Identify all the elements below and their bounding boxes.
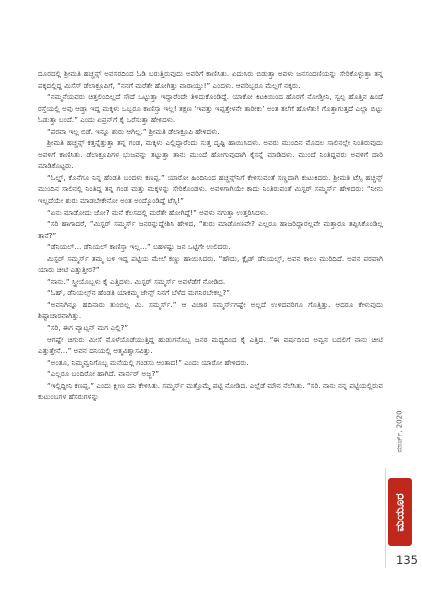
article-paragraph: ದೂರದಲ್ಲಿ ಶ್ರೀಮತಿ ಹಚ್ಚನ್ಸ್ ಅವಸರದಿಂದ ಓಡಿ ಬರುತ್ತಿರುವುದು ಅವರಿಗೆ ಕಾಣಿಸಿತು. ಏದುಸಿರು ಬಿಡುತ್ತಾ ಅವಳು ಜನಸಂದಣಿಯನ್ನು ಸೇರಿಕೊಳ್ಳುತ್ತಾ ತನ್ನ ಪಕ್ಕದಲ್ಲಿದ್ದ ಮಿಸೆಸ್ ಡೆಲಾಕ್ರೂಪಿಗೆ, “ನನಗೆ ಮರೆತೇ ಹೋಗಿತ್ತು ವಾರಾಯ್ತು!” ಎಂದಳು. ಆವರಿಬ್ಬರೂ ಮೆಲ್ಲಗೆ ನಕ್ಕರು. [38,69,383,90]
article-paragraph: ಶ್ರೀಮತಿ ಹಚ್ಚನ್ಸ್ ಕತ್ತನ್ನೆತ್ತುತ್ತಾ ತನ್ನ ಗಂಡ, ಮಕ್ಕಳು ಎಲ್ಲಿದ್ದಾರೆಂದು ಸುತ್ತ ದೃಷ್ಟಿ ಹಾಯಿಸಿದಳು. ಅವರು ಮುಂದಿನ ಮೊದಲ ಸಾಲಿನಲ್ಲೇ ನಿಂತಿರುವುದು ಅವಳಿಗೆ ಕಾಣಿಸಿತು. ಡೆಲಾಕ್ರೂಪಿಗಳ ಭುಜವನ್ನು ತಟ್ಟುತ್ತಾ ತಾನು ಮುಂದೆ ಹೋಗುವುದಾಗಿ ಕೈಸನ್ನೆ ಮಾಡಿದಳು. ಮುಂದೆ ನಿಂತಿದ್ದವರು ಅವಳಿಗೆ ದಾರಿ ಮಾಡಿಕೊಟ್ಟರು. [38,138,383,171]
article-paragraph: “ಅವನಿಗಿನ್ನೂ ಹದಿನಾರು ತುಂಬಿಲ್ಲ ಮಿ. ಸಮ್ಮರ್ಸ್.” ಆ ವಿಚಾರ ಸಮ್ಮರ್ಸ್‌ಗಷ್ಟೇ ಅಲ್ಲದೆ ಉಳಿದವರಿಗೂ ಗೊತ್ತಿತ್ತು. ಆದರೂ ಕೇಳುವುದು ಶಿಷ್ಟಾಚಾರವಾಗಿತ್ತು. [38,299,383,321]
article-paragraph: “ಏನು ಮಾಡೋದು ಜೋ? ಮನೆ ಕೆಲಸದಲ್ಲಿ ಮರೆತೇ ಹೋಗಿದ್ದೆ!” ಅವಳು ನಗುತ್ತಾ ಉತ್ತರಿಸಿದಳು. [47,207,269,217]
article-paragraph: “ಸರಿ, ಈಗ ವ್ಯಾಟ್ಸನ್ ಮಗ ಎಲ್ಲಿ?” [47,323,129,333]
article-paragraph: “ಓಲ್ಡ್, ಕೊನೆಗೂ ನಿನ್ನ ಹೆಂಡತಿ ಬಂದಳು ಕಣಪ್ಪ.” ಯಾರೋ ಹಿಂದಿನಿಂದ ಹಚ್ಚನ್ಸ್‌ನಿಗೆ ಕೇಳಿಸುವಂತೆ ಸಣ್ಣದಾಗಿ ಕುಟುಕಿದರು. ಶ್ರೀಮತಿ ಟೆಸ್ಸಿ ಹಚ್ಚನ್ಸ್ ಮುಂದಿನ ಸಾಲಿನಲ್ಲಿ ನಿಂತಿದ್ದ ತನ್ನ ಗಂಡ ಮತ್ತು ಮಕ್ಕಳನ್ನು ಸೇರಿಕೊಂಡಳು. ಅವಳಿಗಾಗಿಯೇ ಕಾದು ನಿಂತಿರುವಂತೆ ಮಿಸ್ಟರ್ ಸಮ್ಮರ್ಸ್ ಹೇಳಿದರು: “ನೀನು ಇಲ್ಲದೆಯೇ ಶುರು ಮಾಡಬೇಕೇನೋ ಅಂತ ಅಂದ್ಕೊಂಡಿದ್ದೆ ಟೆಸ್ಸಿ!” [38,172,383,206]
article-paragraph: “ಡೆನಿಯಲ್… ಡೆನಿಯಲ್ ಕಾಣಿಸ್ತಾ ಇಲ್ಲ…” ಬಹಳಷ್ಟು ಜನ ಒಟ್ಟಿಗೇ ಉಲಿದರು. [47,242,231,252]
magazine-logo-text: ಮಯೂರ [392,492,407,532]
article-paragraph: “ಎಲ್ಲರೂ ಬಂದಿರೋ ಹಾಗಿದೆ. ವಾರ್ನರ್ ಅಜ್ಜ?” [47,369,160,379]
article-paragraph: “ಇಲ್ಲಿದ್ದೀನಿ ಕಣಪ್ಪ,” ಎಂದು ಕ್ಷೀಣ ದನಿ ಕೇಳಿಸಿತು. ಸಮ್ಮರ್ಸ್ ಮತ್ತೊಮ್ಮೆ ಪಟ್ಟಿ ನೋಡಿದ. ಎಲ್ಲೆಡೆ ಮೌನ ನೆಲೆಸಿತು. “ಸರಿ. ನಾನು ನನ್ನ ಪಟ್ಟಿಯಲ್ಲಿರುವ ಕುಟುಂಬಗಳ ಹೆಸರುಗಳನ್ನು [38,380,383,402]
article-paragraph: “ಪರವಾ ಇಲ್ಲ ಬಿಡೆ. ಇನ್ನೂ ಶುರು ಆಗಿಲ್ಲ.” ಶ್ರೀಮತಿ ಡೆಲಾಕ್ರೂಪಿ ಹೇಳಿದಳು. [47,126,220,136]
magazine-logo [388,478,412,546]
article-paragraph: “ಸರಿ ಹಾಗಾದರೆ, ”ಮಿಸ್ಟರ್ ಸಮ್ಮರ್ಸ್ ಜನರನ್ನುದ್ದೇಶಿಸಿ ಹೇಳಿದ, “ಶುರು ಮಾಡೋಣವೇ? ಎಲ್ಲರೂ ಹಾಜರಿದ್ದಾರಲ್ಲವೇ ಮತ್ತಾರೂ ತಪ್ಪಿಸಿಕೊಂಡಿಲ್ಲ ತಾನೆ?” [38,219,383,240]
margin-divider [385,468,387,568]
article-paragraph: “ಓಹ್, ಡೆನಿಯಲ್ಸ್‌ನ ಹೆಂಡತಿ ಯಾಕಮ್ಮ ಜೇನ್ಸ್ ನಿನಗೆ ಬೆಳೆದ ಮಗನಿರಬೇಕಲ್ಲ?” [47,288,230,298]
article-paragraph: “ನಾನು.” ಸ್ತ್ರೀಯೊಬ್ಬಳು ಕೈ ಎತ್ತಿದಳು. ಮಿಸ್ಟರ್ ಸಮ್ಮರ್ಸ್ ಅವಳೆಡೆಗೆ ನೋಡಿದ. [47,276,226,286]
article-paragraph: “ನಮ್ಮನೆಯವರು ಚಿತ್ತಲಿಂದಿಲ್ಲದೆ ಸೌದೆ ಒಟ್ಟುತ್ತಾ ಇದ್ದಾರೆಂದೇ ತಿಳಿದುಕೊಂಡಿದ್ದೆ. ಯಾಕೋ ಕಿಟಕಿಯಿಂದ ಹೊರಗೆ ನೋಡ್ತೀನಿ, ಸ್ವಲ್ಪ ಹೊತ್ತಿನ ಹಿಂದೆ ರಸ್ತೆಯಲ್ಲಿ ಅವು ಆಡ್ತಾ ಇದ್ದ ಮಕ್ಕಳು ಒಬ್ಬರೂ ಕಾಣಿಸ್ತಾ ಇಲ್ಲ! ತಕ್ಷಣ ‘ಇವತ್ತು ಇಪ್ಪತ್ತೇಳನೇ ತಾರೀಕು’ ಅಂತ ತಲೆಗೆ ಹೊಳೆತು! ಗೊತ್ತಾಗುತ್ತದೆ ಎಲ್ಲಾ ಬಿಟ್ಟು ಓಡುತ್ತಾ ಬಂದೆ.” ಎಂದು ಏಪ್ರನ್‌ಗೆ ಕೈ ಒರೆಸುತ್ತಾ ಹೇಳಿದಳು. [38,92,383,125]
article-paragraph: “ಅಂತೂ, ನಿಮ್ಮವ್ವನಿಗೊಬ್ಬ ಮನೆಯಲ್ಲಿ ಗಂಡಸು ಆಂತಾದ!” ಎಂದು ಯಾರೋ ಹೇಳಿದರು. [47,357,249,367]
page-number: 135 [396,553,418,567]
article-paragraph: ಆಗಷ್ಟೇ ಚಿಗುರು ಮೀಸೆ ಮೊಳೆಯೊಡೆಯುತ್ತಿದ್ದ ಹುಡುಗನೊಬ್ಬ ಜನರ ಮಧ್ಯದಿಂದ ಕೈ ಎತ್ತಿದ. “ಈ ವರ್ಷದಿಂದ ಅವ್ವನ ಬದಲಿಗೆ ನಾನು ಚೀಟಿ ಎತ್ತುತ್ತೇನೆ…” ಅವನ ದನಿಯಲ್ಲಿ ಆತ್ಮವಿಶ್ವಾಸವಿತ್ತು. [38,334,383,356]
issue-date-text: ಮಾರ್ಚ್, 2020 [395,409,404,453]
article-paragraph: ಮಿಸ್ಟರ್ ಸಮ್ಮರ್ಸ್ ತಮ್ಮ ಬಳಿ ಇದ್ದ ಪಟ್ಟಿಯ ಮೇಲೆ ಕಣ್ಣು ಹಾಯಿಸಿದರು. “ಹೌದು, ಕ್ಲೈಡ್ ಡೆನಿಯಲ್ಸ್, ಅವನ ಕಾಲು ಮುರಿದಿದೆ. ಅವನ ಪರವಾಗಿ ಯಾರು ಚೀಟಿ ಎತ್ತುತ್ತೀರ?” [38,253,383,275]
issue-date-label [388,396,412,466]
article-body [38,68,383,573]
